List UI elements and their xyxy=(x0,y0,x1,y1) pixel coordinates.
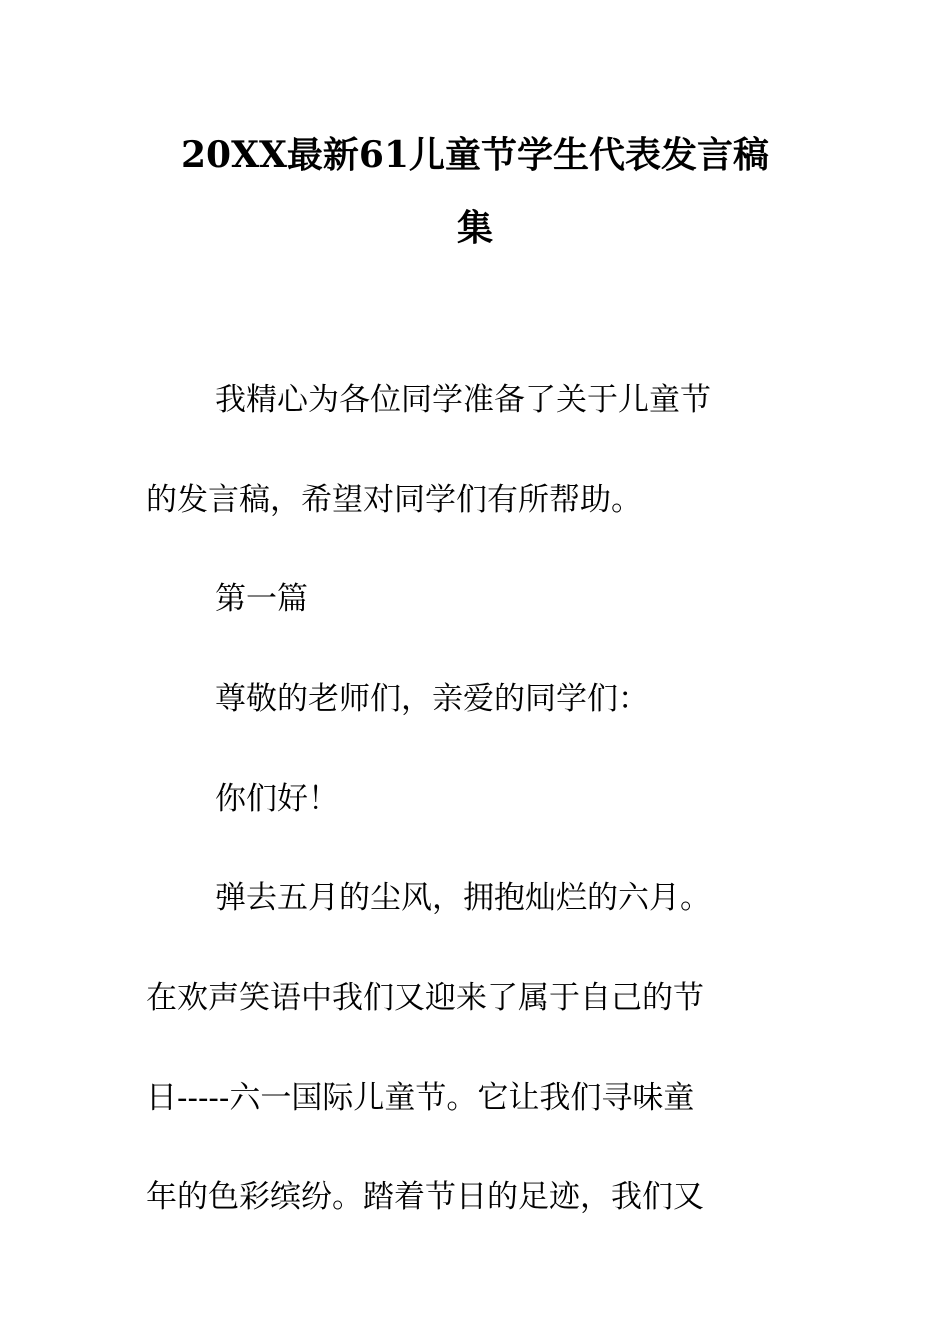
paragraph-line-3: 弹去五月的尘风，拥抱灿烂的六月。 xyxy=(215,880,711,916)
paragraph-line-5: 日-----六一国际儿童节。它让我们寻味童 xyxy=(146,1080,695,1116)
document-title-line-1: 20XX最新61儿童节学生代表发言稿 xyxy=(180,134,770,176)
paragraph-line-4: 在欢声笑语中我们又迎来了属于自己的节 xyxy=(146,980,704,1016)
paragraph-line-2: 的发言稿，希望对同学们有所帮助。 xyxy=(146,482,642,518)
paragraph-line-6: 年的色彩缤纷。踏着节日的足迹，我们又 xyxy=(146,1179,704,1215)
salutation-line: 尊敬的老师们，亲爱的同学们： xyxy=(215,681,649,717)
section-heading: 第一篇 xyxy=(215,581,308,617)
document-title-line-2: 集 xyxy=(456,207,493,249)
greeting-line: 你们好！ xyxy=(215,781,339,817)
paragraph-line-1: 我精心为各位同学准备了关于儿童节 xyxy=(215,382,711,418)
